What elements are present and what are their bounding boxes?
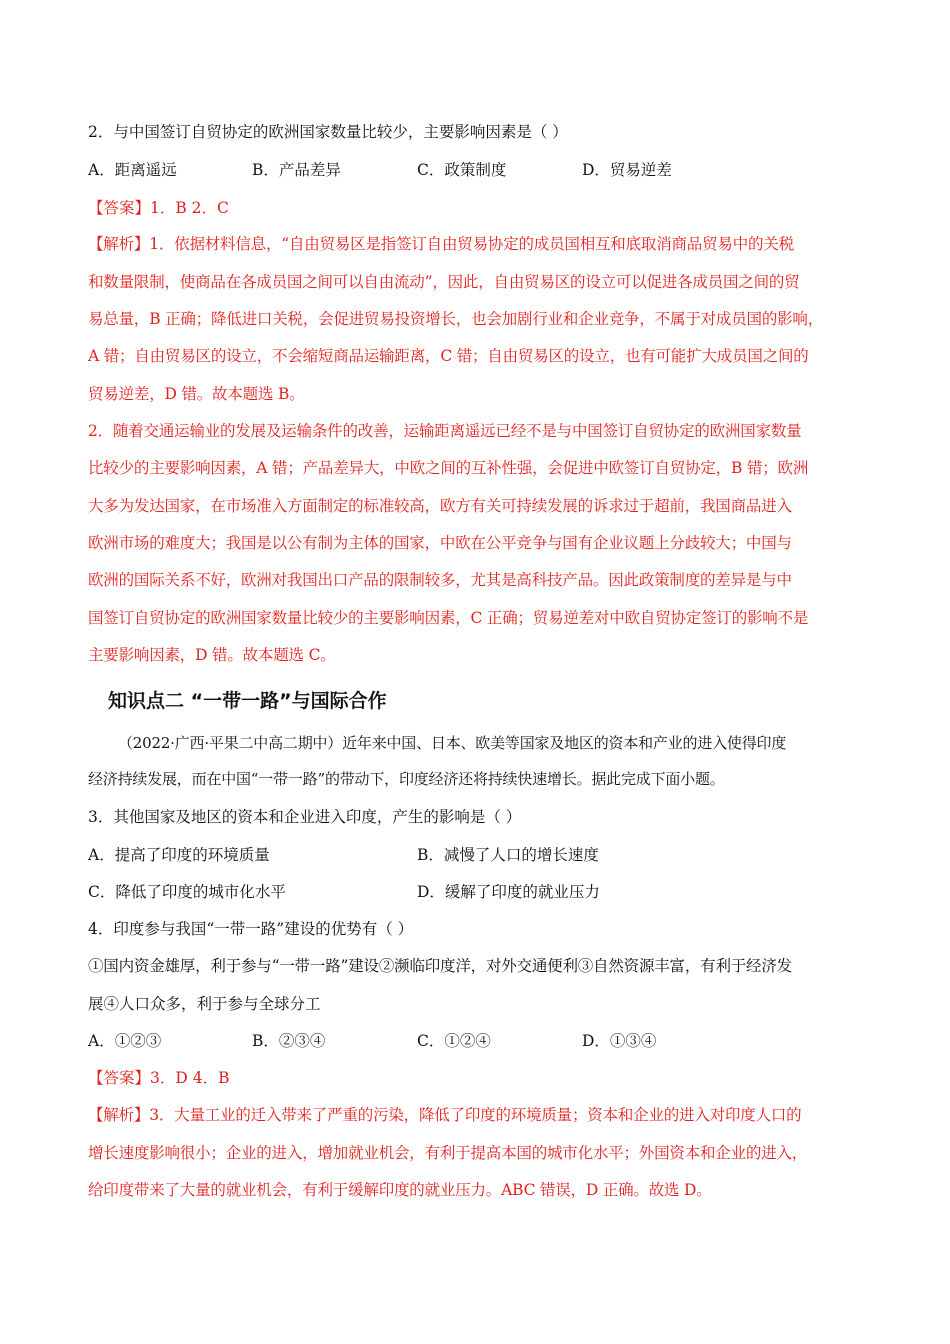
- analysis-1-line: 【解析】1．依据材料信息，“自由贸易区是指签订自由贸易协定的成员国相互和底取消商品贸易中的关税: [88, 235, 794, 253]
- analysis-3-line: 增长速度影响很小；企业的进入，增加就业机会，有利于提高本国的城市化水平；外国资本和企业的进入，: [88, 1144, 808, 1162]
- answer-1-2: 【答案】1．B 2．C: [88, 199, 229, 217]
- analysis-1-line: 贸易逆差，D 错。故本题选 B。: [88, 385, 305, 403]
- analysis-2-line: 欧洲的国际关系不好，欧洲对我国出口产品的限制较多，尤其是高科技产品。因此政策制度的差异是与中: [88, 571, 792, 589]
- q2-option-a: A．距离遥远: [88, 161, 177, 179]
- material-line: （2022·广西·平果二中高二期中）近年来中国、日本、欧美等国家及地区的资本和产业的进入使得印度: [118, 734, 787, 752]
- q4-option-d: D．①③④: [582, 1032, 657, 1050]
- analysis-1-line: 和数量限制，使商品在各成员国之间可以自由流动”，因此，自由贸易区的设立可以促进各成员国之间的贸: [88, 273, 800, 291]
- q4-option-a: A．①②③: [88, 1032, 162, 1050]
- q4-option-c: C．①②④: [417, 1032, 491, 1050]
- q4-statements-line: 展④人口众多，利于参与全球分工: [88, 995, 321, 1013]
- q2-option-c: C．政策制度: [417, 161, 507, 179]
- q4-option-b: B．②③④: [252, 1032, 326, 1050]
- analysis-2-line: 国签订自贸协定的欧洲国家数量比较少的主要影响因素，C 正确；贸易逆差对中欧自贸协定签订的影响不是: [88, 609, 809, 627]
- question-2-stem: 2．与中国签订自贸协定的欧洲国家数量比较少，主要影响因素是（ ）: [88, 123, 568, 141]
- answer-3-4: 【答案】3．D 4．B: [88, 1069, 230, 1087]
- question-4-stem: 4．印度参与我国“一带一路”建设的优势有（ ）: [88, 920, 414, 938]
- analysis-2-line: 大多为发达国家，在市场准入方面制定的标准较高，欧方有关可持续发展的诉求过于超前，我国商品进入: [88, 497, 792, 515]
- q3-option-a: A．提高了印度的环境质量: [88, 846, 270, 864]
- analysis-2-line: 欧洲市场的难度大；我国是以公有制为主体的国家，中欧在公平竞争与国有企业议题上分歧较大；中国与: [88, 534, 792, 552]
- q3-option-d: D．缓解了印度的就业压力: [417, 883, 600, 901]
- analysis-2-line: 比较少的主要影响因素，A 错；产品差异大，中欧之间的互补性强，会促进中欧签订自贸协定，B 错；欧洲: [88, 459, 809, 477]
- analysis-2-line: 主要影响因素，D 错。故本题选 C。: [88, 646, 336, 664]
- analysis-2-line: 2．随着交通运输业的发展及运输条件的改善，运输距离遥远已经不是与中国签订自贸协定的欧洲国家数量: [88, 422, 802, 440]
- q3-option-c: C．降低了印度的城市化水平: [88, 883, 286, 901]
- analysis-1-line: 易总量，B 正确；降低进口关税，会促进贸易投资增长，也会加剧行业和企业竞争，不属于对成员国的影响，: [88, 310, 824, 328]
- q4-statements-line: ①国内资金雄厚，利于参与“一带一路”建设②濒临印度洋，对外交通便利③自然资源丰富，有利于经济发: [88, 957, 792, 975]
- analysis-3-line: 给印度带来了大量的就业机会，有利于缓解印度的就业压力。ABC 错误，D 正确。故选 D。: [88, 1181, 712, 1199]
- q2-option-d: D．贸易逆差: [582, 161, 672, 179]
- section-title: 知识点二 “一带一路”与国际合作: [108, 690, 387, 712]
- analysis-1-line: A 错；自由贸易区的设立，不会缩短商品运输距离，C 错；自由贸易区的设立，也有可能扩大成员国之间的: [88, 347, 809, 365]
- analysis-3-line: 【解析】3．大量工业的迁入带来了严重的污染，降低了印度的环境质量；资本和企业的进入对印度人口的: [88, 1106, 802, 1124]
- material-line: 经济持续发展，而在中国“一带一路”的带动下，印度经济还将持续快速增长。据此完成下面小题。: [88, 770, 725, 788]
- question-3-stem: 3．其他国家及地区的资本和企业进入印度，产生的影响是（ ）: [88, 808, 522, 826]
- q2-option-b: B．产品差异: [252, 161, 341, 179]
- q3-option-b: B．减慢了人口的增长速度: [417, 846, 599, 864]
